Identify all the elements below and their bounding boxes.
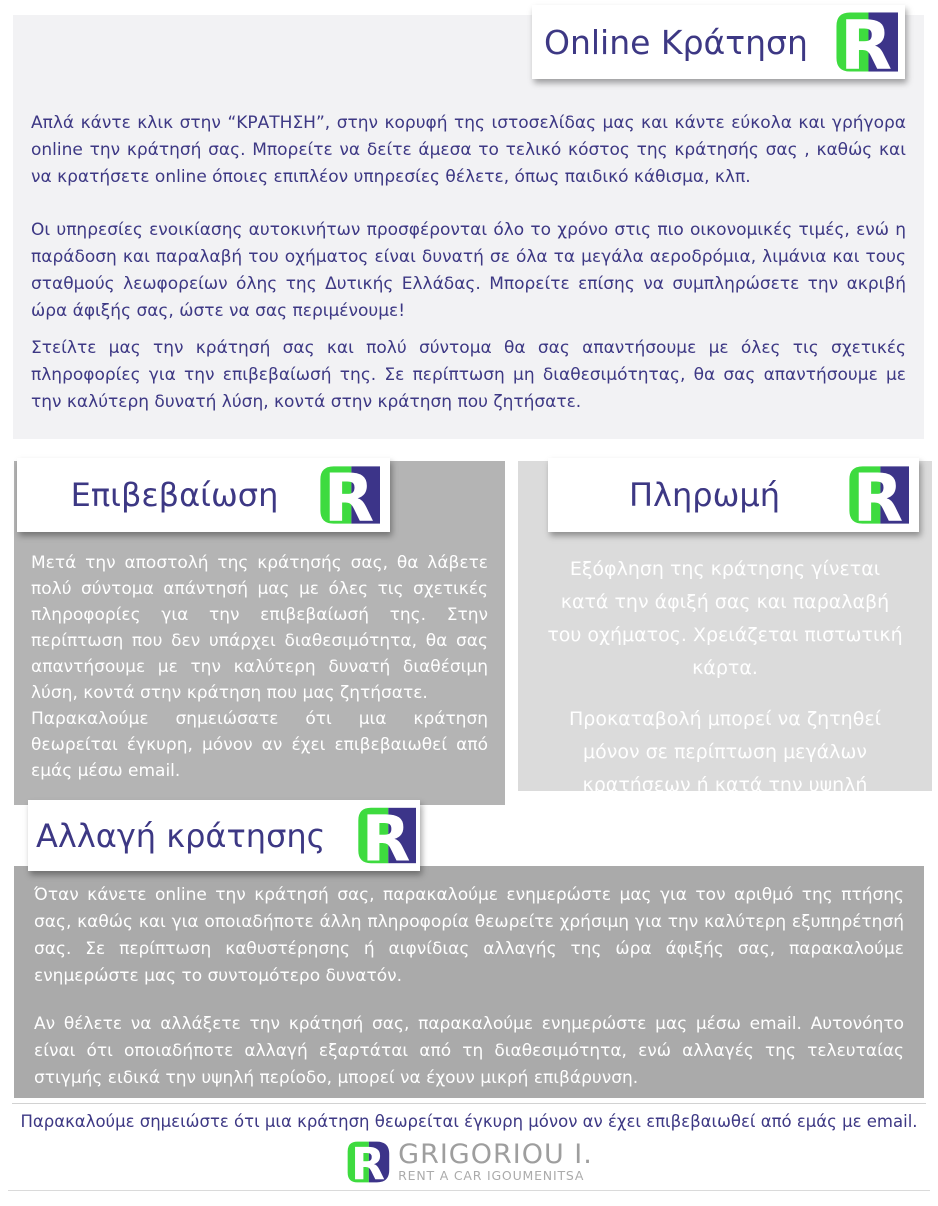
payment-paragraph: Εξόφληση της κράτησης γίνεται κατά την άφιξή σας και παραλαβή του οχήματος. Χρειάζεται πιστωτική κάρτα. bbox=[547, 558, 903, 679]
svg-text:R: R bbox=[839, 12, 893, 72]
change-booking-panel bbox=[14, 866, 924, 1098]
intro-paragraph: Στείλτε μας την κράτησή σας και πολύ σύντομα θα σας απαντήσουμε με όλες τις σχετικές πληροφορίες για την επιβεβαίωσή της. Σε περίπτωση μη διαθεσιμότητας, θα σας απαντήσουμε με την καλύτερη δυνατή λύση, κοντά στην κράτηση που ζητήσατε. bbox=[31, 338, 906, 412]
intro-paragraph: Οι υπηρεσίες ενοικίασης αυτοκινήτων προσφέρονται όλο το χρόνο στις πιο οικονομικές τιμές, ενώ η παράδοση και παραλαβή του οχήματος είναι δυνατή σε όλα τα μεγάλα αεροδρόμια, λιμάνια και τους σταθμούς λεωφορείων όλης της Δυτικής Ελλάδας. Μπορείτε επίσης να συμπληρώσετε την ακριβή ώρα άφιξής σας, ώστε να σας περιμένουμε! bbox=[31, 220, 906, 321]
booking-validity-note: Παρακαλούμε σημειώστε ότι μια κράτηση θεωρείται έγκυρη μόνον αν έχει επιβεβαιωθεί από εμάς με email. bbox=[20, 1112, 918, 1131]
confirmation-title: Επιβεβαίωση bbox=[70, 476, 279, 514]
footer-tagline: RENT A CAR IGOUMENITSA bbox=[398, 1168, 585, 1183]
footer-brand-name: GRIGORIOU I. bbox=[398, 1139, 593, 1170]
r-logo-icon bbox=[318, 466, 380, 524]
confirmation-header-card bbox=[17, 458, 390, 532]
online-booking-title: Online Κράτηση bbox=[544, 22, 808, 62]
footer-divider bbox=[8, 1190, 930, 1191]
r-logo-icon bbox=[345, 1140, 391, 1184]
payment-title: Πληρωμή bbox=[628, 476, 781, 514]
change-booking-paragraph: Αν θέλετε να αλλάξετε την κράτησή σας, παρακαλούμε ενημερώστε μας μέσω email. Αυτονόητο είναι ότι οποιαδήποτε αλλαγή εξαρτάται από τη διαθεσιμότητα, ενώ αλλαγές της τελευταίας στιγμής ειδικά την υψηλή περίοδο, μπορεί να έχουν μικρή επιβάρυνση. bbox=[34, 1014, 904, 1088]
confirmation-paragraph: Παρακαλούμε σημειώσατε ότι μια κράτηση θεωρείται έγκυρη, μόνον αν έχει επιβεβαιωθεί από εμάς μέσω email. bbox=[31, 709, 488, 781]
intro-paragraph: Απλά κάντε κλικ στην “ΚΡΑΤΗΣΗ”, στην κορυφή της ιστοσελίδας μας και κάντε εύκολα και γρήγορα online την κράτησή σας. Μπορείτε να δείτε άμεσα το τελικό κόστος της κράτησής σας , καθώς και να κρατήσετε online όποιες επιπλέον υπηρεσίες θέλετε, όπως παιδικό κάθισμα, κλπ. bbox=[31, 113, 906, 187]
online-booking-header-card bbox=[532, 5, 905, 79]
svg-text:R: R bbox=[852, 466, 904, 524]
change-booking-paragraph: Όταν κάνετε online την κράτησή σας, παρακαλούμε ενημερώστε μας για τον αριθμό της πτήσης σας, καθώς και για οποιαδήποτε άλλη πληροφορία θεωρείτε χρήσιμη για την καλύτερη εξυπηρέτησή σας. Σε περίπτωση καθυστέρησης ή αιφνίδιας αλλαγής της ώρα άφιξής σας, παρακαλούμε ενημερώστε μας το συντομότερο δυνατόν. bbox=[34, 885, 904, 986]
change-booking-title: Αλλαγή κράτησης bbox=[36, 816, 326, 855]
svg-text:R: R bbox=[323, 466, 375, 524]
note-divider bbox=[12, 1103, 926, 1104]
confirmation-paragraph: Μετά την αποστολή της κράτησής σας, θα λάβετε πολύ σύντομα απάντησή μας με όλες τις σχετικές πληροφορίες για την επιβεβαίωσή της. Στην περίπτωση που δεν υπάρχει διαθεσιμότητα, θα σας απαντήσουμε με την καλύτερη δυνατή διαθέσιμη λύση, κοντά στην κράτηση που μας ζητήσατε. bbox=[31, 553, 488, 703]
footer-logo[interactable] bbox=[0, 1140, 938, 1184]
change-booking-header-card bbox=[28, 800, 420, 871]
svg-text:R: R bbox=[361, 807, 411, 864]
payment-paragraph: Προκαταβολή μπορεί να ζητηθεί μόνον σε περίπτωση μεγάλων κρατήσεων ή κατά την υψηλή περίοδο. bbox=[568, 708, 882, 829]
r-logo-icon bbox=[356, 807, 416, 864]
payment-header-card bbox=[548, 458, 919, 532]
r-logo-icon bbox=[847, 466, 909, 524]
svg-text:R: R bbox=[351, 1140, 386, 1184]
r-logo-icon bbox=[834, 12, 898, 72]
footer-brand-text bbox=[398, 1141, 593, 1183]
